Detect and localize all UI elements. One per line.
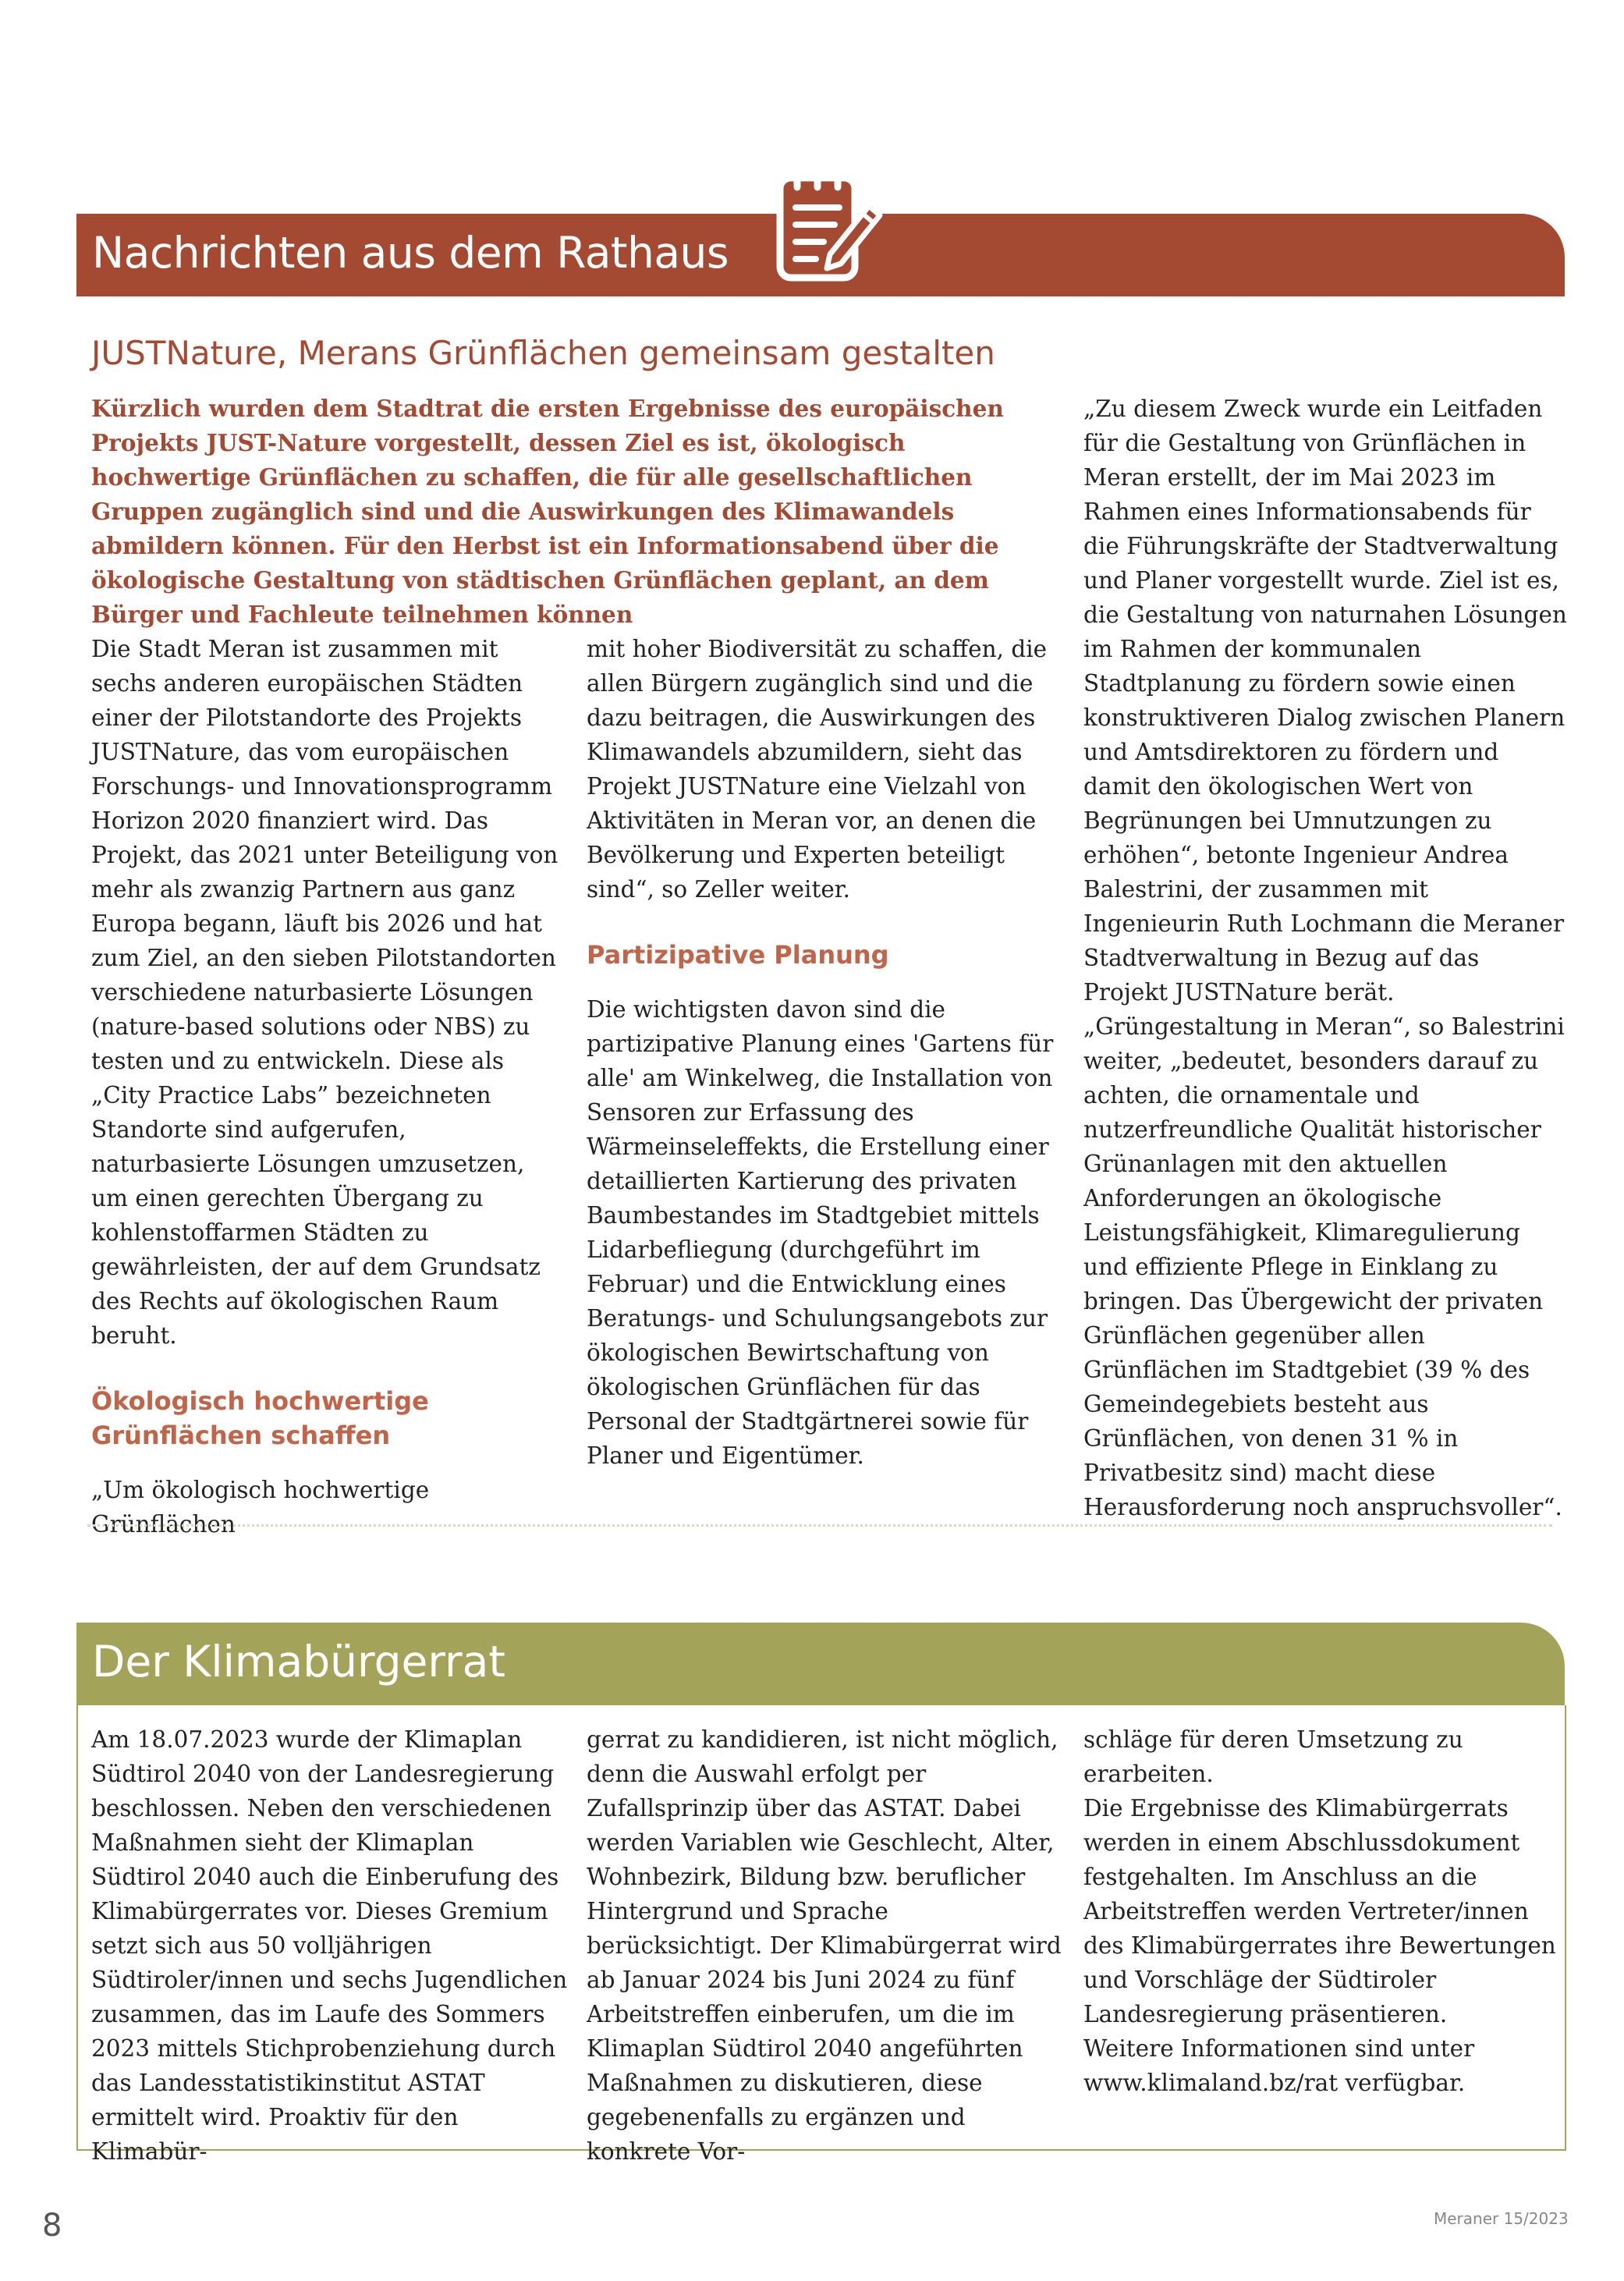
section-divider [87,1524,1552,1527]
paragraph: Weitere Informationen sind unter www.klimaland.bz/rat verfügbar. [1083,2035,1475,2096]
section-header-klimabuergerrat [76,1623,1565,1705]
article-column-1 [91,632,559,1541]
klima-column-2 [587,1722,1070,2169]
paragraph: Am 18.07.2023 wurde der Klimaplan Südtirol 2040 von der Landesregierung beschlossen. Neben den verschiedenen Maßnahmen sieht der Klimaplan Südtirol 2040 auch die Einberufung des Klimabürgerrates vor. Dieses Gremium setzt sich aus 50 volljährigen Südtiroler/innen und sechs Jugendlichen zusammen, das im Laufe des Sommers 2023 mittels Stichprobenziehung durch das Landesstatistikinstitut ASTAT ermittelt wird. Proaktiv für den Klimabür- [91,1726,568,2165]
article-column-2 [587,632,1055,1473]
notepad-pencil-icon [769,161,886,286]
paragraph: „Zu diesem Zweck wurde ein Leitfaden für die Gestaltung von Grünflächen in Meran erstellt, der im Mai 2023 im Rahmen eines Informationsabends für die Führungskräfte der Stadtverwaltung und Planer vorgestellt wurde. Ziel ist es, die Gestaltung von naturnahen Lösungen im Rahmen der kommunalen Stadtplanung zu fördern sowie einen konstruktiveren Dialog zwischen Planern und Amtsdirektoren zu fördern und damit den ökologischen Wert von Begrünungen bei Umnutzungen zu erhöhen“, betonte Ingenieur Andrea Balestrini, der zusammen mit Ingenieurin Ruth Lochmann die Meraner Stadtverwaltung in Bezug auf das Projekt JUSTNature berät. „Grüngestaltung in Meran“, so Balestrini weiter, „bedeutet, besonders darauf zu achten, die ornamentale und nutzerfreundliche Qualität historischer Grünanlagen mit den aktuellen Anforderungen an ökologische Leistungsfähigkeit, Klimaregulierung und effiziente Pflege in Einklang zu bringen. Das Übergewicht der privaten Grünflächen gegenüber allen Grünflächen im Stadtgebiet (39 % des Gemeindegebiets besteht aus Grünflächen, von denen 31 % in Privatbesitz sind) macht diese Herausforderung noch anspruchsvoller“. [1083,396,1567,1520]
issue-label: Meraner 15/2023 [1434,2209,1569,2228]
subheading: Partizipative Planung [587,940,889,970]
paragraph: „Um ökologisch hochwertige Grünflächen [91,1477,430,1538]
paragraph: Die Stadt Meran ist zusammen mit sechs anderen europäischen Städten einer der Pilotstandorte des Projekts JUSTNature, das vom europäischen Forschungs- und Innovationsprogramm Horizon 2020 finanziert wird. Das Projekt, das 2021 unter Beteiligung von mehr als zwanzig Partnern aus ganz Europa begann, läuft bis 2026 und hat zum Ziel, an den sieben Pilotstandorten verschiedene naturbasierte Lösungen (nature-based solutions oder NBS) zu testen und zu entwickeln. Diese als „City Practice Labs” bezeichneten Standorte sind aufgerufen, naturbasierte Lösungen umzusetzen, um einen gerechten Übergang zu kohlenstoffarmen Städten zu gewährleisten, der auf dem Grundsatz des Rechts auf ökologischen Raum beruht. [91,636,558,1349]
article-title: JUSTNature, Merans Grünflächen gemeinsam gestalten [91,334,995,372]
section-title: Der Klimabürgerrat [92,1637,505,1687]
paragraph: gerrat zu kandidieren, ist nicht möglich, denn die Auswahl erfolgt per Zufallsprinzip über das ASTAT. Dabei werden Variablen wie Geschlecht, Alter, Wohnbezirk, Bildung bzw. beruflicher Hintergrund und Sprache berücksichtigt. Der Klimabürgerrat wird ab Januar 2024 bis Juni 2024 zu fünf Arbeitstreffen einberufen, um die im Klimaplan Südtirol 2040 angeführten Maßnahmen zu diskutieren, diese gegebenenfalls zu ergänzen und konkrete Vor- [587,1726,1062,2165]
klima-column-1 [91,1722,575,2169]
article-lead: Kürzlich wurden dem Stadtrat die ersten Ergebnisse des europäischen Projekts JUST-Nature vorgestellt, dessen Ziel es ist, ökologisch hochwertige Grünflächen zu schaffen, die für alle gesellschaftlichen Gruppen zugänglich sind und die Auswirkungen des Klimawandels abmildern können. Für den Herbst ist ein Informationsabend über die ökologische Gestaltung von städtischen Grünflächen geplant, an dem Bürger und Fachleute teilnehmen können [91,395,1004,628]
paragraph: schläge für deren Umsetzung zu erarbeiten. [1083,1726,1463,1787]
subheading: Ökologisch hochwertige Grünflächen schaffen [91,1386,429,1450]
paragraph: Die Ergebnisse des Klimabürgerrats werden in einem Abschlussdokument festgehalten. Im Anschluss an die Arbeitstreffen werden Vertreter/innen des Klimabürgerrates ihre Bewertungen und Vorschläge der Südtiroler Landesregierung präsentieren. [1083,1795,1556,2027]
page-number: 8 [42,2208,62,2244]
klima-column-3 [1083,1722,1567,2100]
section-title: Nachrichten aus dem Rathaus [92,228,729,278]
paragraph: Die wichtigsten davon sind die partizipative Planung eines 'Gartens für alle' am Winkelweg, die Installation von Sensoren zur Erfassung des Wärmeinseleffekts, die Erstellung einer detaillierten Kartierung des privaten Baumbestandes im Stadtgebiet mittels Lidarbefliegung (durchgeführt im Februar) und die Entwicklung eines Beratungs- und Schulungsangebots zur ökologischen Bewirtschaftung von ökologischen Grünflächen für das Personal der Stadtgärtnerei sowie für Planer und Eigentümer. [587,996,1054,1469]
article-column-3 [1083,392,1567,1524]
paragraph: mit hoher Biodiversität zu schaffen, die allen Bürgern zugänglich sind und die dazu beitragen, die Auswirkungen des Klimawandels abzumildern, sieht das Projekt JUSTNature eine Vielzahl von Aktivitäten in Meran vor, an denen die Bevölkerung und Experten beteiligt sind“, so Zeller weiter. [587,636,1048,903]
